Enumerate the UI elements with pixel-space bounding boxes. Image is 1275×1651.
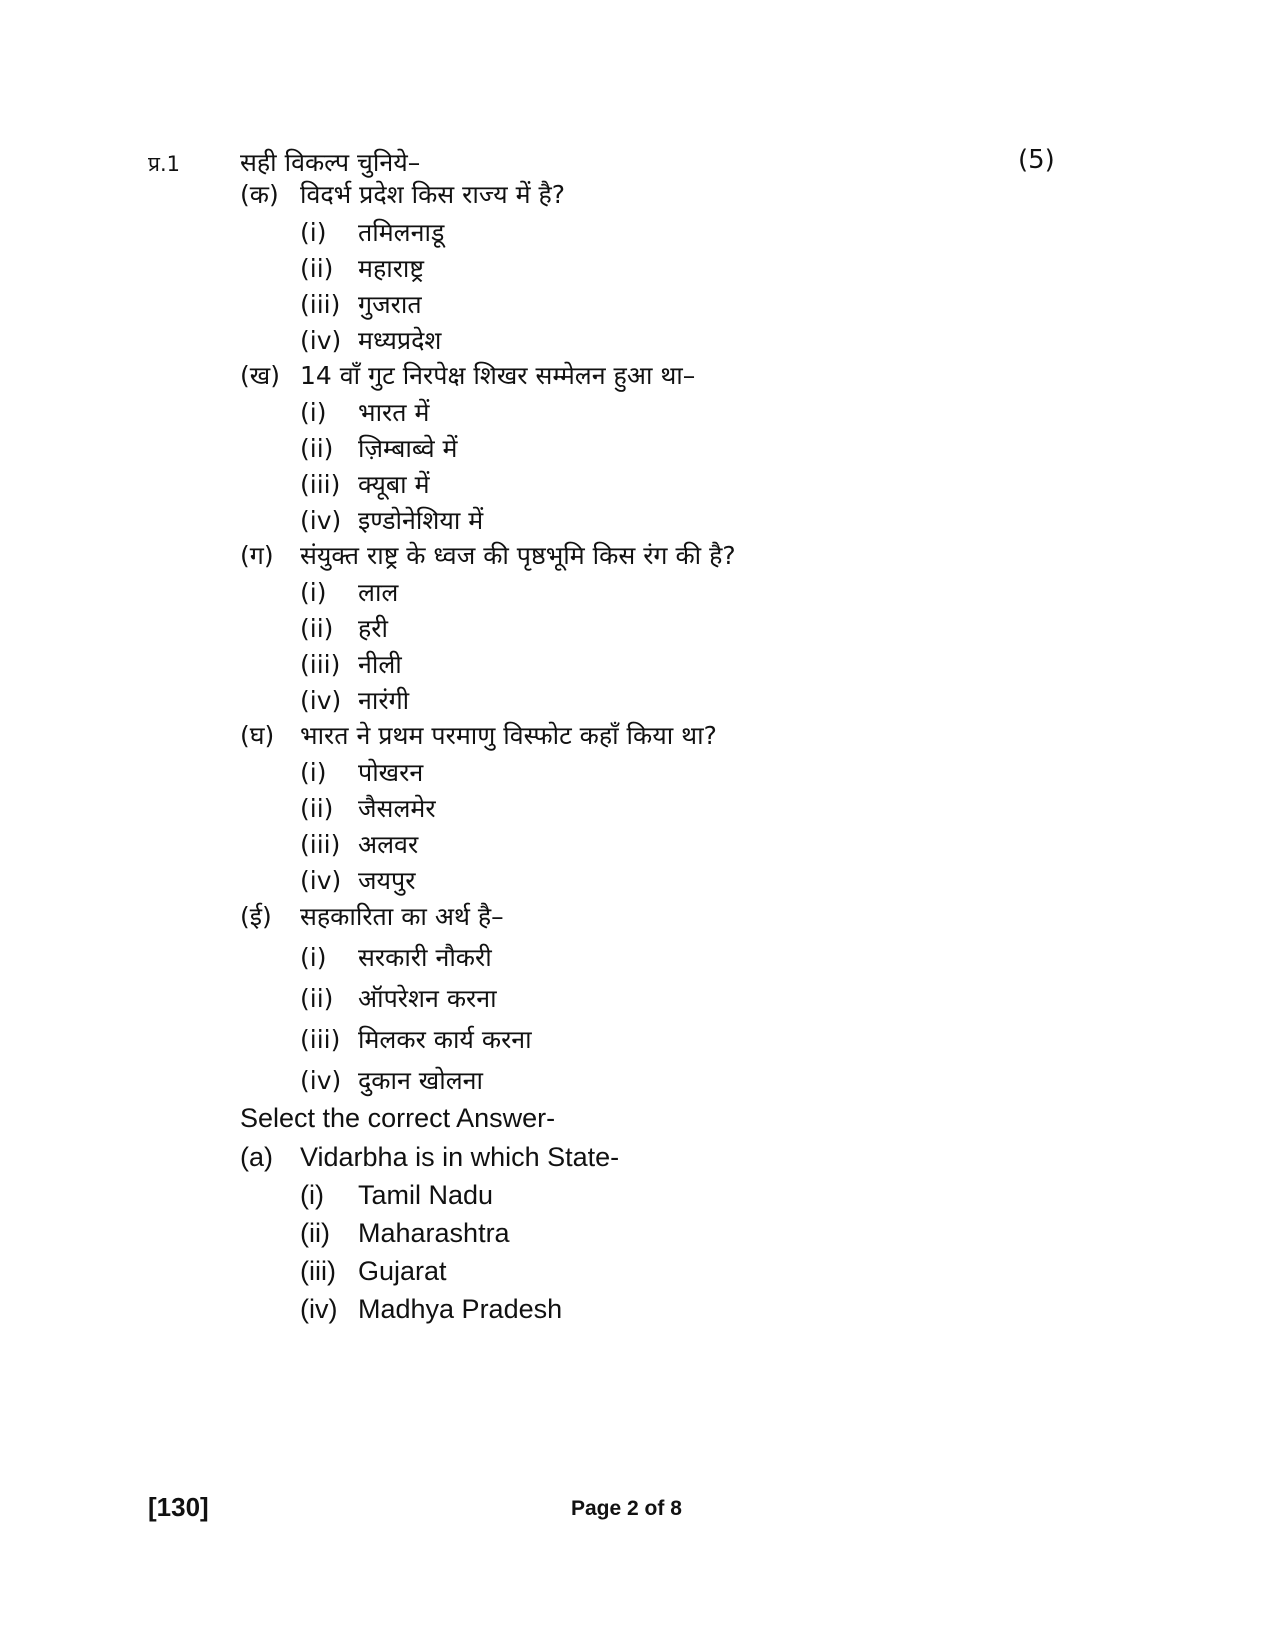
- option-label: (iii): [300, 830, 341, 859]
- option-text: लाल: [358, 578, 399, 607]
- option-text: सरकारी नौकरी: [358, 943, 492, 972]
- sub-question-text: 14 वाँ गुट निरपेक्ष शिखर सम्मेलन हुआ था–: [300, 361, 696, 390]
- option-text: ज़िम्बाब्वे में: [358, 434, 458, 463]
- sub-question-text: संयुक्त राष्ट्र के ध्वज की पृष्ठभूमि किस रंग की है?: [300, 541, 736, 570]
- sub-question-label: (घ): [240, 721, 275, 750]
- option-label: (iv): [300, 686, 342, 715]
- option: [300, 1256, 447, 1287]
- option-text: इण्डोनेशिया में: [358, 506, 484, 535]
- option-text: ऑपरेशन करना: [358, 984, 497, 1013]
- option-text: Gujarat: [358, 1256, 447, 1286]
- option-text: तमिलनाडू: [358, 218, 445, 247]
- option-text: अलवर: [358, 830, 419, 859]
- paper-code: [130]: [148, 1492, 209, 1522]
- option-label: (ii): [300, 434, 334, 463]
- option-label: (iii): [300, 1256, 336, 1286]
- option: [300, 1180, 493, 1211]
- sub-question-label: (ख): [240, 361, 280, 390]
- option-label: (ii): [300, 984, 334, 1013]
- option-label: (i): [300, 578, 327, 607]
- option-label: (iv): [300, 1294, 338, 1324]
- sub-question-text: Vidarbha is in which State-: [300, 1142, 620, 1172]
- option: [300, 611, 388, 645]
- sub-question-text: सहकारिता का अर्थ है–: [300, 902, 504, 931]
- option-label: (i): [300, 1180, 324, 1210]
- option: [300, 431, 458, 465]
- option: [300, 981, 497, 1015]
- option-label: (iii): [300, 1025, 341, 1054]
- option: [300, 323, 441, 357]
- option: [300, 467, 430, 501]
- option-label: (ii): [300, 614, 334, 643]
- option-label: (iii): [300, 470, 341, 499]
- sub-question-label: (a): [240, 1142, 273, 1172]
- option: [300, 683, 409, 717]
- option: [300, 395, 429, 429]
- option: [300, 863, 415, 897]
- option-text: हरी: [358, 614, 388, 643]
- option-label: (i): [300, 218, 327, 247]
- option-label: (iv): [300, 866, 342, 895]
- sub-question-gha: [240, 718, 717, 752]
- option: [300, 1218, 510, 1249]
- option: [300, 1022, 532, 1056]
- option-text: पोखरन: [358, 758, 424, 787]
- option: [300, 647, 402, 681]
- option-text: दुकान खोलना: [358, 1066, 483, 1095]
- option-text: मध्यप्रदेश: [358, 326, 442, 355]
- option: [300, 940, 492, 974]
- option-label: (iv): [300, 326, 342, 355]
- option-text: महाराष्ट्र: [358, 254, 425, 283]
- option-label: (iii): [300, 650, 341, 679]
- option-label: (i): [300, 943, 327, 972]
- sub-question-ka: [240, 177, 565, 211]
- question-instruction-hindi: सही विकल्प चुनिये–: [240, 148, 421, 177]
- option-label: (i): [300, 758, 327, 787]
- question-marks: (5): [1018, 145, 1055, 175]
- option: [300, 251, 424, 285]
- option-label: (iv): [300, 506, 342, 535]
- option: [300, 575, 398, 609]
- option-text: नारंगी: [358, 686, 410, 715]
- option-text: Tamil Nadu: [358, 1180, 494, 1210]
- sub-question-label: (ई): [240, 902, 272, 931]
- sub-question-text: विदर्भ प्रदेश किस राज्य में है?: [300, 180, 566, 209]
- option-text: जैसलमेर: [358, 794, 436, 823]
- option-label: (ii): [300, 794, 334, 823]
- sub-question-label: (क): [240, 180, 279, 209]
- option: [300, 503, 483, 537]
- option-label: (iv): [300, 1066, 342, 1095]
- option-text: भारत में: [358, 398, 430, 427]
- sub-question-a: [240, 1142, 619, 1173]
- option-label: (ii): [300, 1218, 330, 1248]
- option: [300, 791, 436, 825]
- instruction-english: Select the correct Answer-: [240, 1103, 556, 1133]
- sub-question-kha: [240, 358, 695, 392]
- option-text: Maharashtra: [358, 1218, 510, 1248]
- sub-question-ga: [240, 538, 736, 572]
- question-number: प्र.1: [148, 152, 180, 176]
- option-text: जयपुर: [358, 866, 416, 895]
- option: [300, 215, 444, 249]
- option: [300, 1294, 562, 1325]
- option-text: गुजरात: [358, 290, 422, 319]
- option-text: मिलकर कार्य करना: [358, 1025, 532, 1054]
- page-number: Page 2 of 8: [571, 1497, 682, 1520]
- option-text: नीली: [358, 650, 402, 679]
- sub-question-label: (ग): [240, 541, 274, 570]
- option: [300, 1063, 483, 1097]
- option: [300, 287, 422, 321]
- option-text: क्यूबा में: [358, 470, 430, 499]
- option: [300, 755, 423, 789]
- sub-question-ii: [240, 899, 504, 933]
- option-label: (i): [300, 398, 327, 427]
- option-text: Madhya Pradesh: [358, 1294, 563, 1324]
- sub-question-text: भारत ने प्रथम परमाणु विस्फोट कहाँ किया था?: [300, 721, 717, 750]
- option: [300, 827, 418, 861]
- option-label: (ii): [300, 254, 334, 283]
- option-label: (iii): [300, 290, 341, 319]
